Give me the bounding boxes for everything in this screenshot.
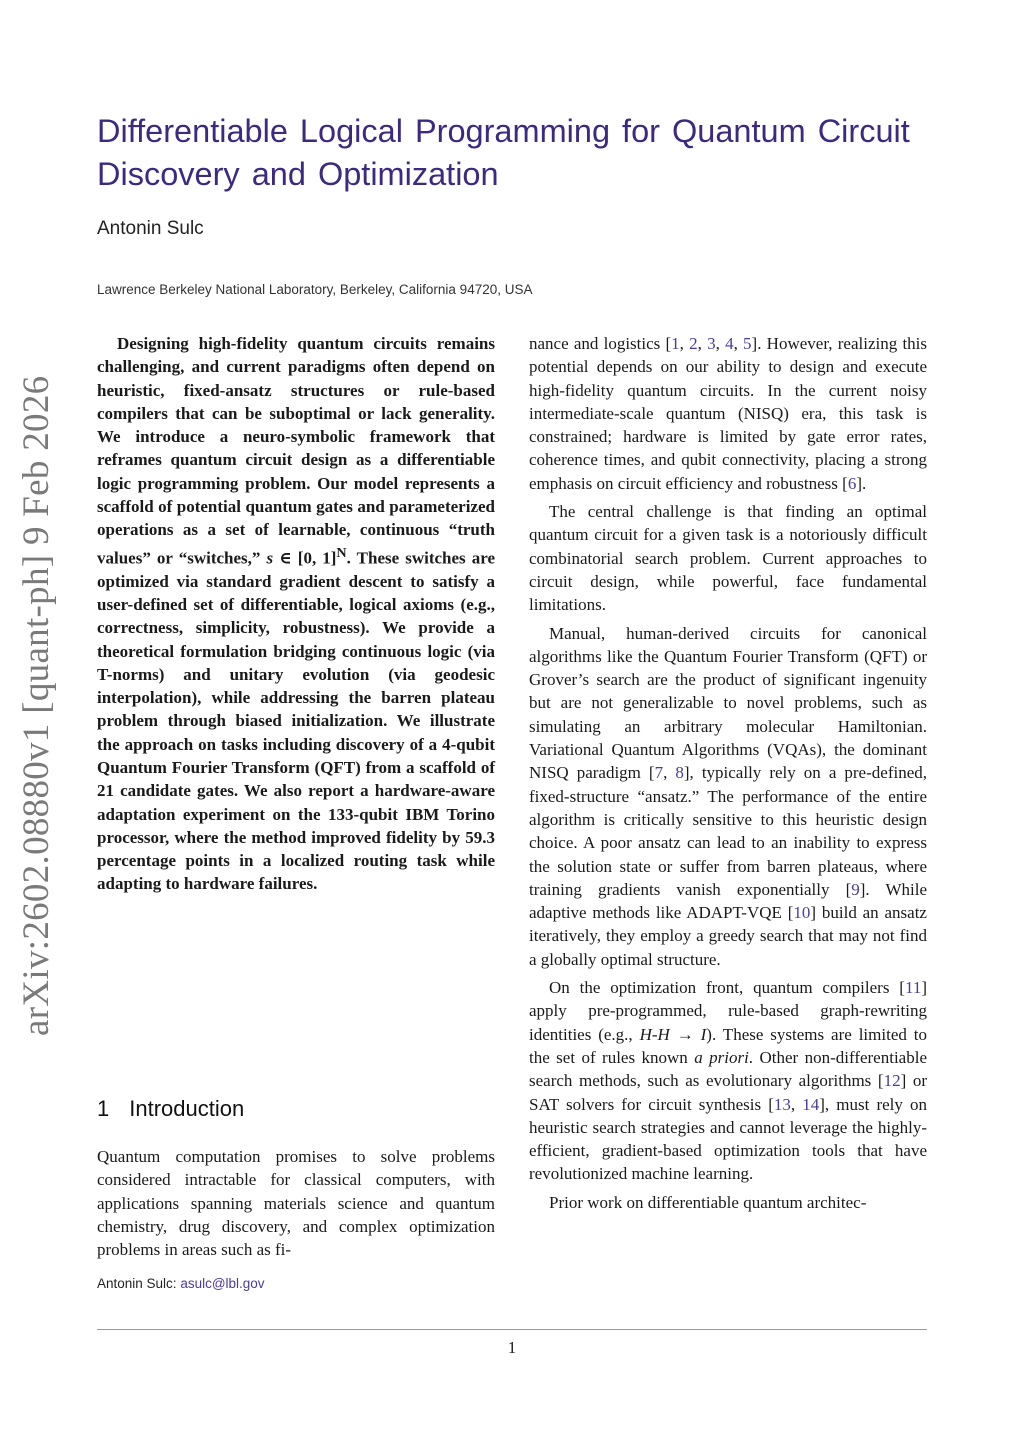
text: ] or SAT solvers for circuit synthesis [ bbox=[529, 1071, 927, 1114]
emphasis: a priori bbox=[694, 1047, 749, 1067]
separator: , bbox=[679, 334, 690, 353]
text: ], typically rely on a pre-defined, fixed-structure “ansatz.” The performance of the entire algorithm is critically sensitive to this heuristic design choice. A poor ansatz can lead to an inability to express the solution state or suffer from barren plateaus, where training gradients vanish exponentially [ bbox=[529, 763, 927, 899]
citation-link[interactable]: 10 bbox=[793, 903, 811, 923]
intro-paragraph-3 bbox=[529, 622, 927, 971]
citation-link[interactable]: 12 bbox=[883, 1071, 901, 1091]
arxiv-identifier: arXiv:2602.08880v1 [quant-ph] 9 Feb 2026 bbox=[16, 375, 57, 1036]
citation-link[interactable]: 14 bbox=[802, 1094, 820, 1114]
text: ], must rely on heuristic search strategies and cannot leverage the highly-efficient, gradient-based optimization tools that have revolutionized machine learning. bbox=[529, 1094, 928, 1184]
section-heading-introduction bbox=[97, 1096, 244, 1122]
footnote-label: Antonin Sulc: bbox=[97, 1276, 181, 1291]
author-name: Antonin Sulc bbox=[97, 218, 204, 239]
abstract-math-exponent: N bbox=[336, 544, 347, 561]
citation-link[interactable]: 11 bbox=[904, 978, 922, 998]
text: ]. bbox=[856, 473, 867, 493]
paper-title: Differentiable Logical Programming for Quantum Circuit Discovery and Optimization bbox=[97, 113, 910, 192]
abstract bbox=[97, 332, 495, 896]
abstract-text-2: . These switches are optimized via standard gradient descent to satisfy a user-defined set of differentiable, logical axioms (e.g., correctness, simplicity, robustness). We provide a theoretical formulation bridging continuous logic (via T-norms) and unitary evolution (via geodesic interpolation), while addressing the barren plateau problem through biased initialization. We illustrate the approach on tasks including discovery of a 4-qubit Quantum Fourier Transform (QFT) from a scaffold of 21 candidate gates. We also report a hardware-aware adaptation experiment on the 133-qubit IBM Torino processor, where the method improved fidelity by 59.3 percentage points in a localized routing task while adapting to hardware failures. bbox=[97, 548, 496, 894]
intro-paragraph-1: Quantum computation promises to solve problems considered intractable for classical computers, with applications spanning materials science and quantum chemistry, drug discovery, and complex optimization problems in areas such as fi- bbox=[97, 1147, 495, 1260]
introduction-left-column bbox=[97, 1145, 495, 1261]
citation-link[interactable]: 9 bbox=[851, 879, 860, 899]
citation-link[interactable]: 2 bbox=[689, 334, 698, 353]
separator: , bbox=[697, 334, 708, 353]
text: Manual, human-derived circuits for canonical algorithms like the Quantum Fourier Transform (QFT) or Grover’s search are the product of significant ingenuity but are not generalizable to novel problems, such as simulating an arbitrary molecular Hamiltonian. Variational Quantum Algorithms (VQAs), the dominant NISQ paradigm [ bbox=[529, 623, 927, 783]
text: ] build an ansatz iteratively, they employ a greedy search that may not find a globally optimal structure. bbox=[529, 903, 927, 969]
citation-link[interactable]: 13 bbox=[773, 1094, 791, 1114]
separator: , bbox=[663, 763, 676, 783]
text: nance and logistics [ bbox=[529, 334, 672, 353]
text: ). These systems are limited to the set of rules known bbox=[529, 1024, 927, 1067]
citation-link[interactable]: 4 bbox=[725, 334, 734, 353]
citation-link[interactable]: 3 bbox=[707, 334, 716, 353]
intro-paragraph-4 bbox=[529, 976, 927, 1186]
author-footnote bbox=[97, 1276, 265, 1291]
abstract-text-1: Designing high-fidelity quantum circuits remains challenging, and current paradigms often depend on heuristic, fixed-ansatz structures or rule-based compilers that can be suboptimal or lack generality. We introduce a neuro-symbolic framework that reframes quantum circuit design as a differentiable logic programming problem. Our model represents a scaffold of potential quantum gates and parameterized operations as a set of learnable, continuous “truth values” or “switches,” bbox=[97, 334, 495, 568]
section-number: 1 bbox=[97, 1096, 110, 1121]
abstract-math-variable: s bbox=[266, 548, 274, 568]
affiliation: Lawrence Berkeley National Laboratory, Berkeley, California 94720, USA bbox=[97, 282, 533, 297]
intro-paragraph-5: Prior work on differentiable quantum architec- bbox=[549, 1192, 867, 1212]
intro-paragraph-1-continued bbox=[529, 332, 927, 495]
citation-link[interactable]: 1 bbox=[671, 334, 680, 353]
section-title: Introduction bbox=[129, 1096, 245, 1121]
footer-rule bbox=[97, 1329, 927, 1330]
separator: , bbox=[733, 334, 744, 353]
citation-link[interactable]: 6 bbox=[847, 473, 857, 493]
separator: , bbox=[715, 334, 726, 353]
inline-math: H-H → I bbox=[639, 1024, 707, 1044]
text: On the optimization front, quantum compilers [ bbox=[549, 978, 905, 998]
separator: , bbox=[790, 1094, 803, 1114]
text: ] apply pre-programmed, rule-based graph-rewriting identities (e.g., bbox=[529, 978, 927, 1044]
right-column bbox=[529, 332, 927, 1219]
citation-link[interactable]: 5 bbox=[743, 334, 752, 353]
intro-paragraph-2: The central challenge is that finding an optimal quantum circuit for a given task is a notoriously difficult combinatorial search problem. Current approaches to circuit design, while powerful, face fundamental limitations. bbox=[529, 502, 927, 615]
abstract-math-set: ∈ [0, 1] bbox=[273, 548, 337, 568]
citation-link[interactable]: 7 bbox=[654, 763, 664, 783]
text: . Other non-differentiable search methods, such as evolutionary algorithms [ bbox=[529, 1047, 927, 1091]
page-number: 1 bbox=[507, 1338, 517, 1357]
text: ]. However, realizing this potential depends on our ability to design and execute high-fidelity quantum circuits. In the current noisy intermediate-scale quantum (NISQ) era, this task is constrained; hardware is limited by gate error rates, coherence times, and qubit connectivity, placing a strong emphasis on circuit efficiency and robustness [ bbox=[529, 334, 928, 493]
citation-link[interactable]: 8 bbox=[675, 763, 684, 783]
text: ]. While adaptive methods like ADAPT-VQE [ bbox=[529, 879, 927, 923]
author-email-link[interactable]: asulc@lbl.gov bbox=[180, 1276, 265, 1291]
